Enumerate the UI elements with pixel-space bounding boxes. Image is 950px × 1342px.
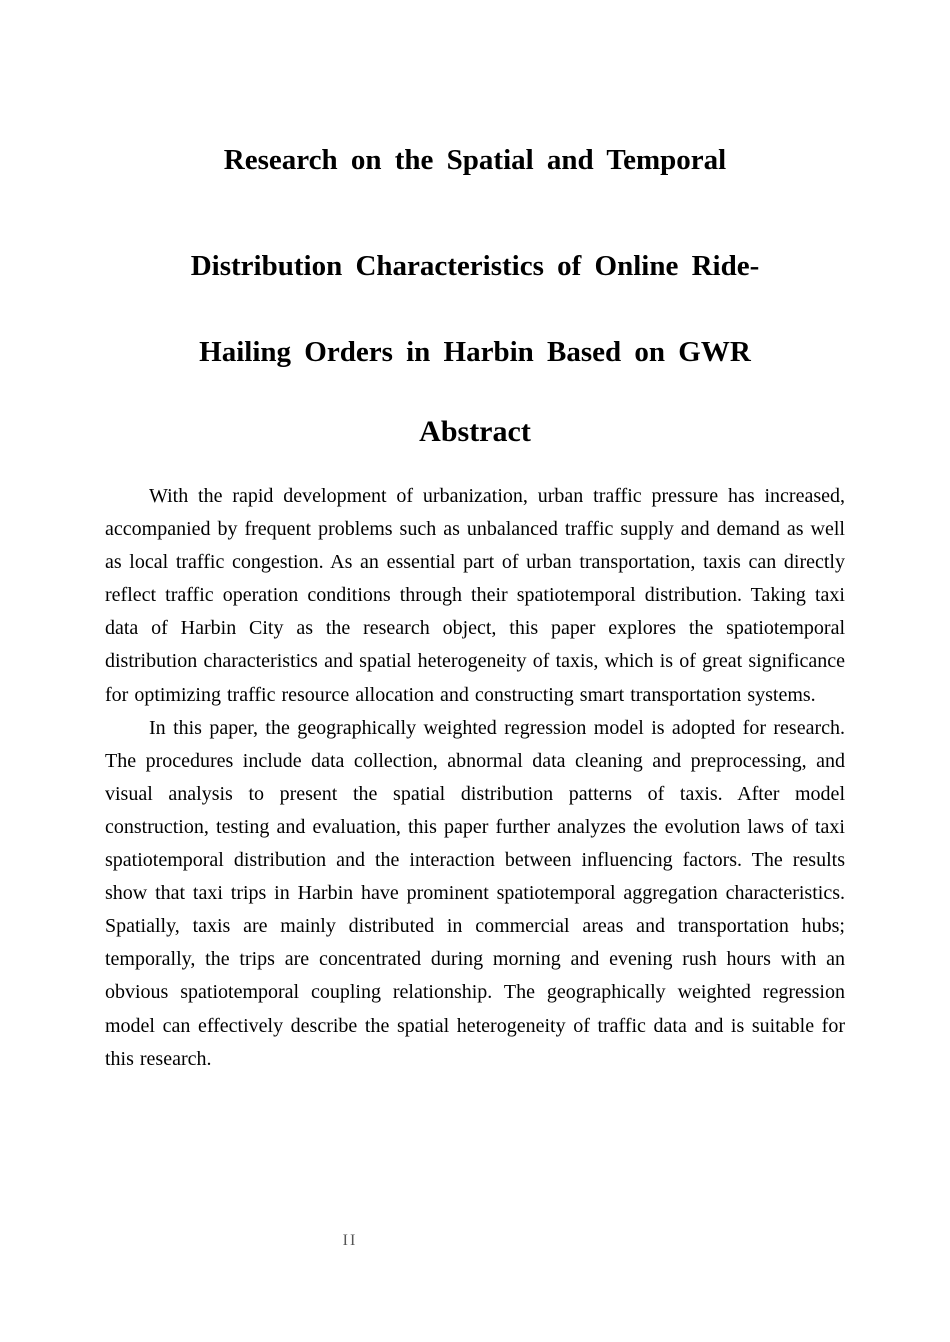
page-number: II	[342, 1232, 358, 1249]
abstract-body	[105, 480, 845, 1076]
paper-title	[105, 137, 845, 395]
title-line-1: Research on the Spatial and Temporal	[223, 144, 727, 176]
abstract-heading: Abstract	[419, 415, 531, 448]
title-line-2: Distribution Characteristics of Online Ride-	[190, 250, 760, 282]
title-line-3: Hailing Orders in Harbin Based on GWR	[199, 336, 751, 368]
abstract-paragraph-2: In this paper, the geographically weighted regression model is adopted for research. The procedures include data collection, abnormal data cleaning and preprocessing, and visual analysis to present the spatial distribution patterns of taxis. After model construction, testing and evaluation, this paper further analyzes the evolution laws of taxi spatiotemporal distribution and the interaction between influencing factors. The results show that taxi trips in Harbin have prominent spatiotemporal aggregation characteristics. Spatially, taxis are mainly distributed in commercial areas and transportation hubs; temporally, the trips are concentrated during morning and evening rush hours with an obvious spatiotemporal coupling relationship. The geographically weighted regression model can effectively describe the spatial heterogeneity of traffic data and is suitable for this research.	[105, 716, 845, 1070]
abstract-paragraph-1: With the rapid development of urbanization, urban traffic pressure has increased, accompanied by frequent problems such as unbalanced traffic supply and demand as well as local traffic congestion. As an essential part of urban transportation, taxis can directly reflect traffic operation conditions through their spatiotemporal distribution. Taking taxi data of Harbin City as the research object, this paper explores the spatiotemporal distribution characteristics and spatial heterogeneity of taxis, which is of great significance for optimizing traffic resource allocation and constructing smart transportation systems.	[105, 485, 845, 706]
